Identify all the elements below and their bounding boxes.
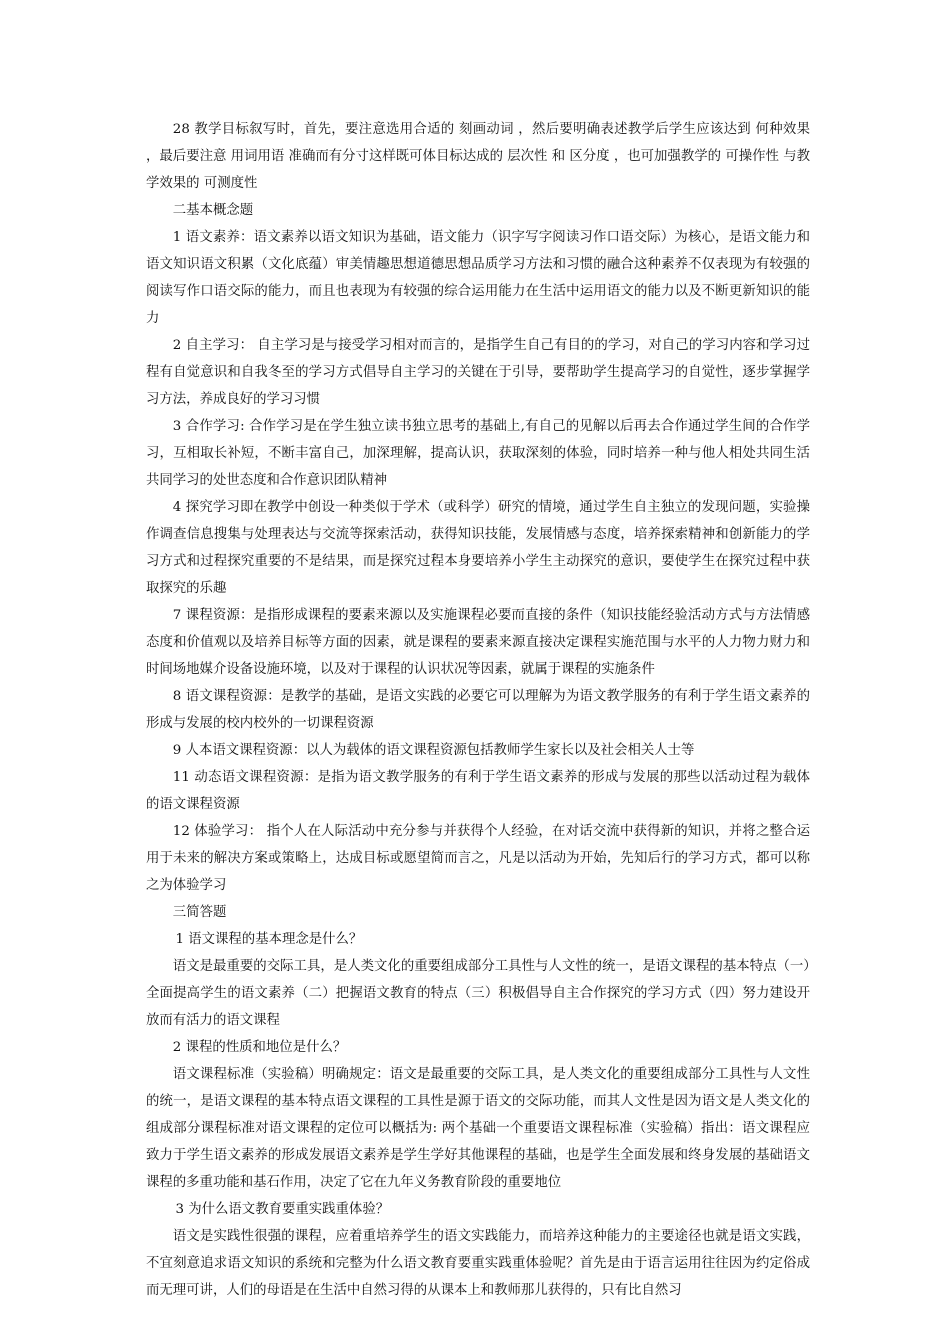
paragraph-autonomous-learning: 2 自主学习： 自主学习是与接受学习相对而言的，是指学生自己有目的的学习，对自己的学习内容和学习过程有自觉意识和自我冬至的学习方式倡导自主学习的关键在于引导，要帮助学生提高学习的自觉性，逐步掌握学习方法，养成良好的学习习惯: [146, 338, 810, 407]
paragraph-chinese-curriculum-resources: 8 语文课程资源：是教学的基础，是语文实践的必要它可以理解为为语文教学服务的有利于学生语文素养的形成与发展的校内校外的一切课程资源: [146, 689, 810, 731]
question-2: 2 课程的性质和地位是什么？: [172, 1040, 347, 1055]
paragraph-28-objectives: 28 教学目标叙写时，首先，要注意选用合适的 刻画动词 ，然后要明确表述教学后学生应该达到 何种效果 ，最后要注意 用词用语 准确而有分寸这样既可体目标达成的 层次性 和 区分度 ，也可加强教学的 可操作性 与教学效果的 可测度性: [146, 122, 810, 191]
paragraph-cooperative-learning: 3 合作学习: 合作学习是在学生独立读书独立思考的基础上,有自己的见解以后再去合作通过学生间的合作学习，互相取长补短，不断丰富自己，加深理解，提高认识，获取深刻的体验，同时培养一种与他人相处共同生活共同学习的处世态度和合作意识团队精神: [146, 419, 810, 488]
paragraph-human-resources: 9 人本语文课程资源：以人为载体的语文课程资源包括教师学生家长以及社会相关人士等: [172, 743, 695, 758]
paragraph-inquiry-learning: 4 探究学习即在教学中创设一种类似于学术（或科学）研究的情境，通过学生自主独立的发现问题，实验操作调查信息搜集与处理表达与交流等探索活动，获得知识技能，发展情感与态度，培养探索精神和创新能力的学习方式和过程探究重要的不是结果，而是探究过程本身要培养小学生主动探究的意识，要使学生在探究过程中获取探究的乐趣: [146, 500, 810, 596]
paragraph-experiential-learning: 12 体验学习： 指个人在人际活动中充分参与并获得个人经验，在对话交流中获得新的知识，并将之整合运用于未来的解决方案或策略上，达成目标或愿望简而言之，凡是以活动为开始，先知后行的学习方式，都可以称之为体验学习: [146, 824, 810, 893]
document-page: [146, 116, 810, 1304]
paragraph-dynamic-resources: 11 动态语文课程资源：是指为语文教学服务的有利于学生语文素养的形成与发展的那些以活动过程为载体的语文课程资源: [146, 770, 810, 812]
answer-2: 语文课程标准（实验稿）明确规定：语文是最重要的交际工具，是人类文化的重要组成部分工具性与人文性的统一，是语文课程的基本特点语文课程的工具性是源于语文的交际功能，而其人文性是因为语文是人类文化的组成部分课程标准对语文课程的定位可以概括为: 两个基础一个重要语文课程标准（实验稿）指出：语文课程应致力于学生语文素养的形成发展语文素养是学生学好其他课程的基础，也是学生全面发展和终身发展的基础语文课程的多重功能和基石作用，决定了它在九年义务教育阶段的重要地位: [146, 1067, 810, 1190]
answer-1: 语文是最重要的交际工具，是人类文化的重要组成部分工具性与人文性的统一，是语文课程的基本特点（一）全面提高学生的语文素养（二）把握语文教育的特点（三）积极倡导自主合作探究的学习方式（四）努力建设开放而有活力的语文课程: [146, 959, 810, 1028]
section-heading-basic-concepts: 二基本概念题: [172, 203, 254, 218]
question-3: 3 为什么语文教育要重实践重体验？: [175, 1202, 390, 1217]
question-1: 1 语文课程的基本理念是什么？: [175, 932, 363, 947]
answer-3: 语文是实践性很强的课程，应着重培养学生的语文实践能力，而培养这种能力的主要途径也就是语文实践，不宜刻意追求语文知识的系统和完整为什么语文教育要重实践重体验呢？首先是由于语言运用往往因为约定俗成而无理可讲，人们的母语是在生活中自然习得的从课本上和教师那儿获得的，只有比自然习: [146, 1229, 810, 1298]
section-heading-short-answer: 三简答题: [172, 905, 227, 920]
paragraph-language-literacy: 1 语文素养：语文素养以语文知识为基础，语文能力（识字写字阅读习作口语交际）为核心，是语文能力和语文知识语文积累（文化底蕴）审美情趣思想道德思想品质学习方法和习惯的融合这种素养不仅表现为有较强的阅读写作口语交际的能力，而且也表现为有较强的综合运用能力在生活中运用语文的能力以及不断更新知识的能力: [146, 230, 810, 326]
paragraph-curriculum-resources: 7 课程资源：是指形成课程的要素来源以及实施课程必要而直接的条件（知识技能经验活动方式与方法情感态度和价值观以及培养目标等方面的因素，就是课程的要素来源直接决定课程实施范围与水平的人力物力财力和时间场地媒介设备设施环境，以及对于课程的认识状况等因素，就属于课程的实施条件: [146, 608, 810, 677]
